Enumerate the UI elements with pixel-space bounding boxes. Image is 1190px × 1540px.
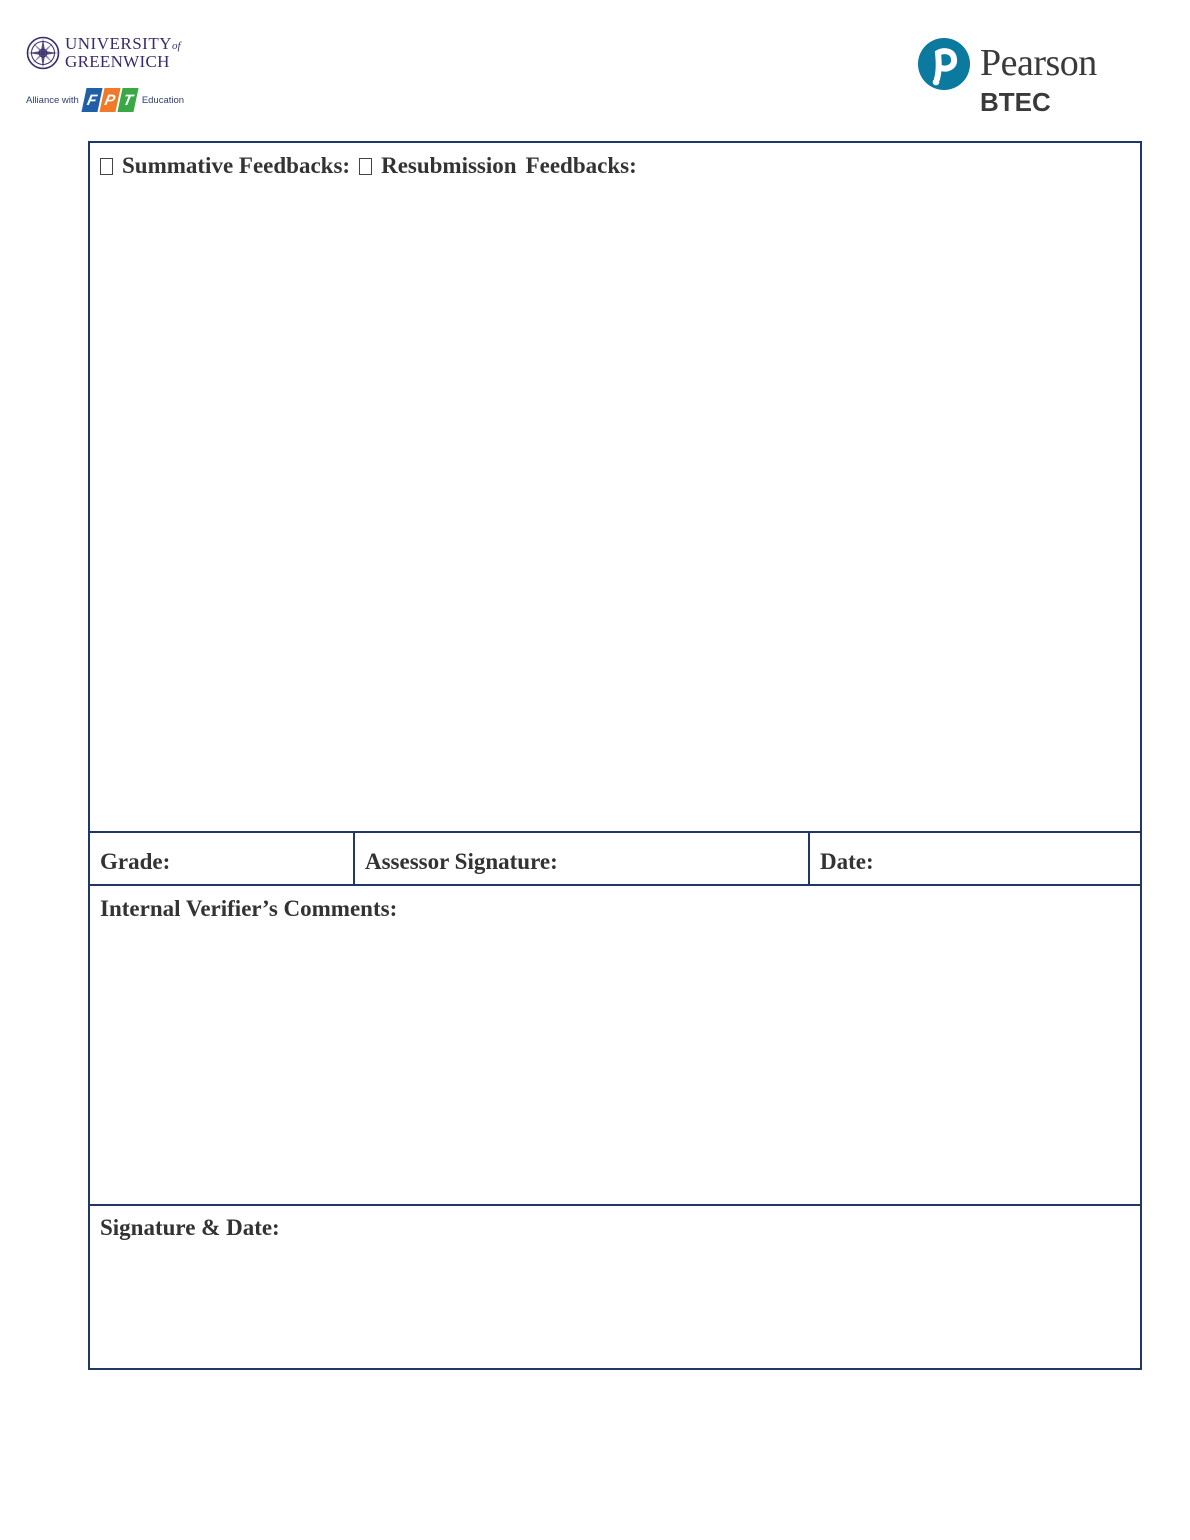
signature-date-cell[interactable] bbox=[90, 1206, 1140, 1368]
university-of-greenwich-logo bbox=[26, 36, 181, 70]
assessor-signature-cell[interactable] bbox=[355, 833, 810, 884]
greenwich-fpt-logo bbox=[26, 36, 196, 120]
internal-verifier-comments-cell[interactable] bbox=[90, 886, 1140, 1206]
greenwich-word: GREENWICH bbox=[65, 52, 170, 71]
pearson-p-icon bbox=[918, 34, 972, 94]
fpt-alliance-logo bbox=[26, 88, 184, 112]
pearson-btec-logo bbox=[918, 32, 1118, 120]
feedbacks-label: Feedbacks: bbox=[525, 153, 637, 178]
date-cell[interactable] bbox=[810, 833, 1140, 884]
fpt-letter-f: F bbox=[81, 88, 102, 112]
assessor-signature-label: Assessor Signature: bbox=[365, 849, 558, 874]
internal-verifier-comments-label: Internal Verifier’s Comments: bbox=[100, 896, 398, 921]
resubmission-label: Resubmission bbox=[381, 153, 517, 178]
grade-cell[interactable] bbox=[90, 833, 355, 884]
pearson-wordmark: Pearson bbox=[980, 42, 1097, 84]
feedback-heading bbox=[100, 153, 637, 179]
university-of-word: of bbox=[172, 40, 181, 52]
grade-row bbox=[90, 833, 1140, 886]
feedback-section[interactable] bbox=[90, 143, 1140, 833]
summative-feedbacks-label: Summative Feedbacks: bbox=[122, 153, 351, 178]
date-label: Date: bbox=[820, 849, 874, 874]
resubmission-checkbox[interactable] bbox=[359, 158, 372, 175]
fpt-letter-p: P bbox=[99, 88, 120, 112]
education-text: Education bbox=[141, 94, 185, 106]
signature-date-label: Signature & Date: bbox=[100, 1215, 280, 1240]
feedback-form bbox=[88, 141, 1142, 1370]
grade-label: Grade: bbox=[100, 849, 171, 874]
compass-seal-icon bbox=[26, 36, 60, 70]
fpt-logo bbox=[84, 88, 138, 112]
summative-checkbox[interactable] bbox=[100, 158, 113, 175]
btec-wordmark: BTEC bbox=[980, 87, 1051, 117]
alliance-with-text: Alliance with bbox=[26, 94, 79, 106]
university-word: UNIVERSITY bbox=[65, 34, 172, 53]
fpt-letter-t: T bbox=[117, 88, 138, 112]
